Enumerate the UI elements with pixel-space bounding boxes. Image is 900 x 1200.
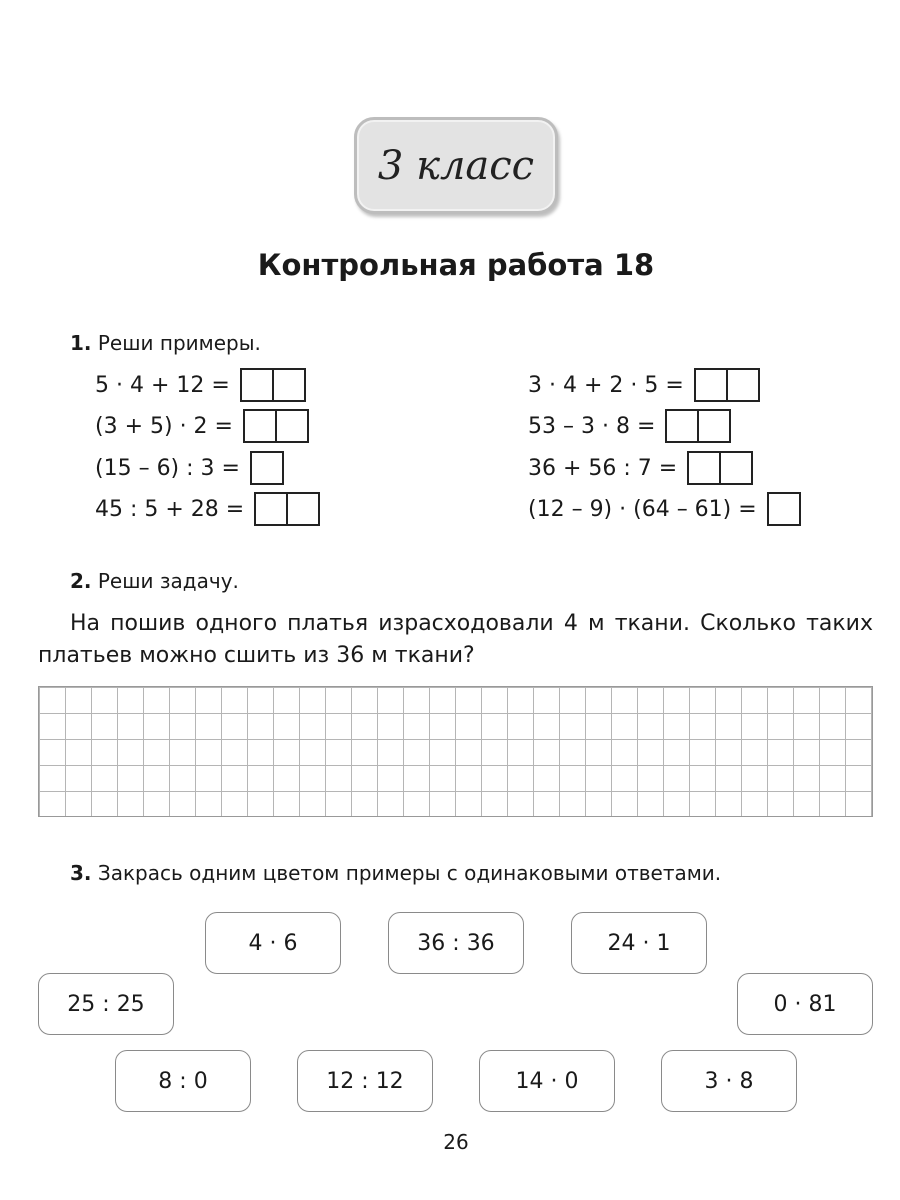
task3-heading <box>70 861 721 885</box>
answer-grid[interactable] <box>38 686 873 817</box>
expression-card[interactable]: 3 · 8 <box>661 1050 797 1112</box>
equation-right-2: 53 – 3 · 8 = <box>528 408 731 444</box>
equation-right-4: (12 – 9) · (64 – 61) = <box>528 491 801 527</box>
expression-card[interactable]: 36 : 36 <box>388 912 524 974</box>
task3-number: 3. <box>70 861 92 885</box>
task3-text: Закрась одним цветом примеры с одинаковыми ответами. <box>97 861 722 885</box>
task1-heading <box>70 331 261 355</box>
expression-card[interactable]: 24 · 1 <box>571 912 707 974</box>
expression-card[interactable]: 8 : 0 <box>115 1050 251 1112</box>
expression-card[interactable]: 0 · 81 <box>737 973 873 1035</box>
task2-text: Реши задачу. <box>97 569 239 593</box>
expression-card[interactable]: 12 : 12 <box>297 1050 433 1112</box>
answer-boxes[interactable] <box>687 451 753 485</box>
task2-heading <box>70 569 239 593</box>
expression-card[interactable]: 4 · 6 <box>205 912 341 974</box>
equation-left-3: (15 – 6) : 3 = <box>95 450 284 486</box>
answer-boxes[interactable] <box>767 492 801 526</box>
page-number: 26 <box>443 1130 469 1154</box>
answer-boxes[interactable] <box>665 409 731 443</box>
equation-left-2: (3 + 5) · 2 = <box>95 408 309 444</box>
task2-number: 2. <box>70 569 92 593</box>
task1-text: Реши примеры. <box>97 331 261 355</box>
answer-boxes[interactable] <box>250 451 284 485</box>
equation-left-4: 45 : 5 + 28 = <box>95 491 320 527</box>
equation-right-1: 3 · 4 + 2 · 5 = <box>528 367 760 403</box>
equation-left-1: 5 · 4 + 12 = <box>95 367 306 403</box>
expression-card[interactable]: 14 · 0 <box>479 1050 615 1112</box>
answer-boxes[interactable] <box>254 492 320 526</box>
answer-boxes[interactable] <box>694 368 760 402</box>
page-title: Контрольная работа 18 <box>257 248 655 282</box>
grade-badge: 3 класс <box>354 117 558 214</box>
task1-number: 1. <box>70 331 92 355</box>
word-problem: На пошив одного платья израсходовали 4 м ткани. Сколько таких платьев можно сшить из 36 м ткани? <box>38 611 873 668</box>
equation-right-3: 36 + 56 : 7 = <box>528 450 753 486</box>
answer-boxes[interactable] <box>243 409 309 443</box>
answer-boxes[interactable] <box>240 368 306 402</box>
expression-card[interactable]: 25 : 25 <box>38 973 174 1035</box>
